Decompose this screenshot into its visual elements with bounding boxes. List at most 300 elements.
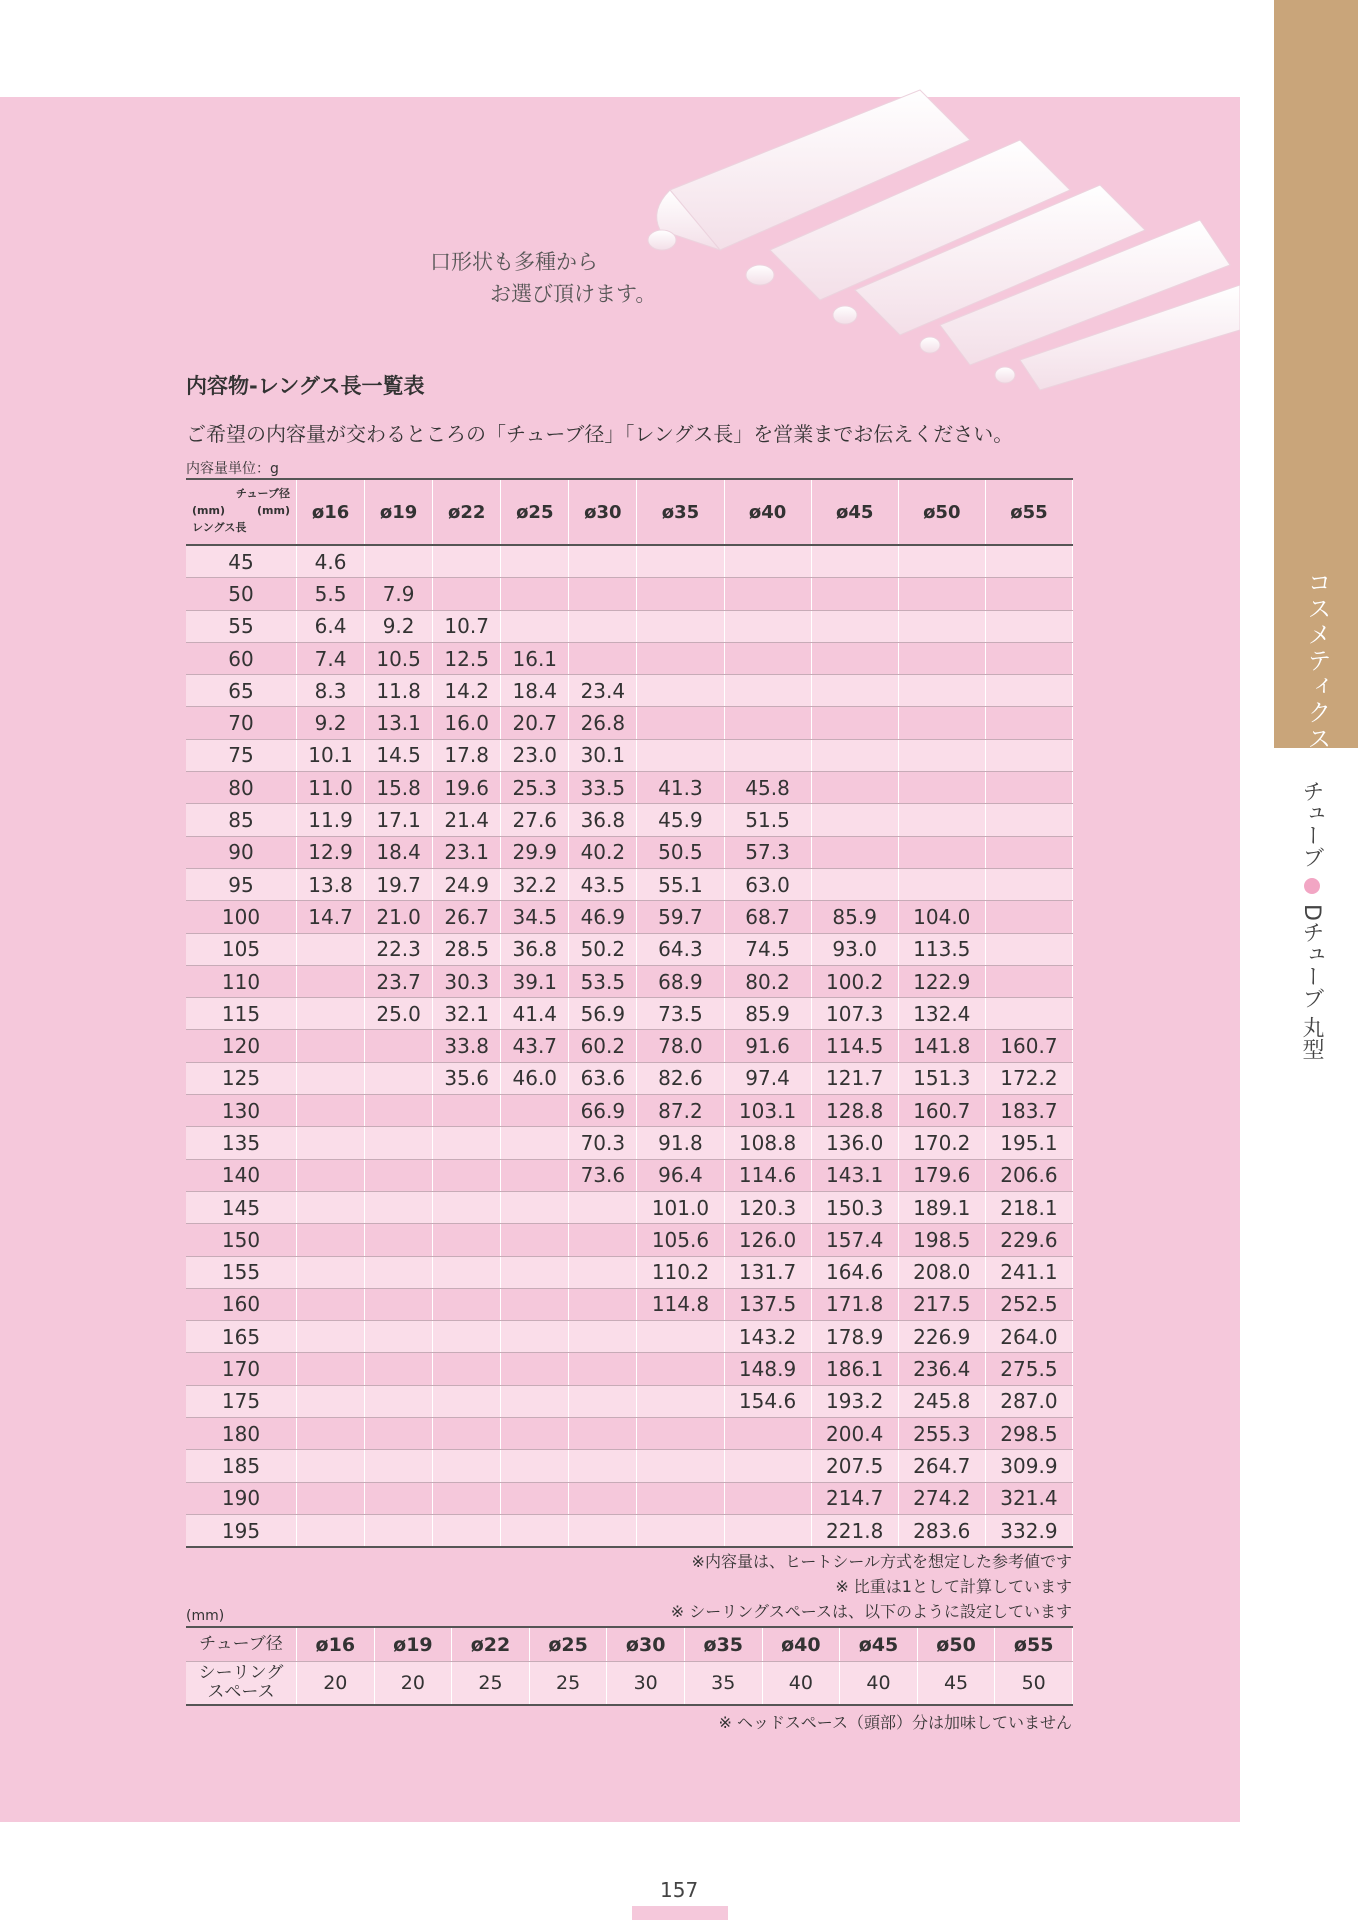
table-cell: 30.3 bbox=[433, 965, 501, 997]
table-cell: 148.9 bbox=[724, 1353, 811, 1385]
table-cell: 200.4 bbox=[811, 1418, 898, 1450]
table-cell: 41.3 bbox=[637, 772, 724, 804]
table-cell bbox=[433, 1127, 501, 1159]
table-row bbox=[186, 1127, 1073, 1159]
table-cell bbox=[365, 1482, 433, 1514]
table-cell bbox=[637, 1321, 724, 1353]
seal-value-cell: 45 bbox=[917, 1662, 995, 1706]
table-cell: 104.0 bbox=[898, 901, 985, 933]
table-cell bbox=[297, 1321, 365, 1353]
table-cell: 24.9 bbox=[433, 868, 501, 900]
seal-value-cell: 50 bbox=[995, 1662, 1073, 1706]
table-cell bbox=[365, 1288, 433, 1320]
seal-column-header: ø35 bbox=[684, 1627, 762, 1662]
table-cell: 12.9 bbox=[297, 836, 365, 868]
table-cell: 43.5 bbox=[569, 868, 637, 900]
table-cell bbox=[501, 1321, 569, 1353]
table-cell bbox=[501, 1224, 569, 1256]
table-row bbox=[186, 1191, 1073, 1223]
bullet-dot-icon bbox=[1304, 878, 1320, 894]
table-cell bbox=[501, 1191, 569, 1223]
table-cell: 10.5 bbox=[365, 642, 433, 674]
table-cell: 91.8 bbox=[637, 1127, 724, 1159]
table-cell: 13.1 bbox=[365, 707, 433, 739]
table-cell: 25.0 bbox=[365, 998, 433, 1030]
table-cell: 45.9 bbox=[637, 804, 724, 836]
table-cell: 50.2 bbox=[569, 933, 637, 965]
table-cell: 170.2 bbox=[898, 1127, 985, 1159]
corner-mm-left: (mm) bbox=[192, 504, 225, 517]
table-cell bbox=[297, 1062, 365, 1094]
table-row bbox=[186, 1030, 1073, 1062]
table-cell bbox=[985, 933, 1072, 965]
table-cell bbox=[985, 804, 1072, 836]
table-cell bbox=[365, 1450, 433, 1482]
table-cell bbox=[501, 1482, 569, 1514]
table-cell: 85.9 bbox=[811, 901, 898, 933]
table-cell: 73.6 bbox=[569, 1159, 637, 1191]
table-cell bbox=[433, 1482, 501, 1514]
table-cell: 26.7 bbox=[433, 901, 501, 933]
row-length-cell: 60 bbox=[186, 642, 297, 674]
table-cell bbox=[637, 1418, 724, 1450]
table-cell bbox=[297, 1095, 365, 1127]
table-cell bbox=[433, 1321, 501, 1353]
table-cell bbox=[985, 739, 1072, 771]
row-length-cell: 155 bbox=[186, 1256, 297, 1288]
table-cell: 178.9 bbox=[811, 1321, 898, 1353]
table-cell bbox=[811, 804, 898, 836]
table-cell: 189.1 bbox=[898, 1191, 985, 1223]
table-cell bbox=[637, 642, 724, 674]
table-row bbox=[186, 545, 1073, 578]
table-cell: 105.6 bbox=[637, 1224, 724, 1256]
table-cell: 97.4 bbox=[724, 1062, 811, 1094]
row-length-cell: 190 bbox=[186, 1482, 297, 1514]
row-length-cell: 170 bbox=[186, 1353, 297, 1385]
table-cell: 20.7 bbox=[501, 707, 569, 739]
table-row bbox=[186, 1514, 1073, 1547]
table-cell: 23.4 bbox=[569, 675, 637, 707]
section-heading: 内容物-レングス長一覧表 bbox=[186, 374, 425, 398]
table-cell: 35.6 bbox=[433, 1062, 501, 1094]
table-cell bbox=[637, 1450, 724, 1482]
content-length-table bbox=[186, 478, 1073, 1548]
table-cell bbox=[724, 545, 811, 578]
table-row bbox=[186, 1288, 1073, 1320]
table-cell: 15.8 bbox=[365, 772, 433, 804]
table-cell: 26.8 bbox=[569, 707, 637, 739]
note-3: ※ シーリングスペースは、以下のように設定しています bbox=[670, 1602, 1072, 1621]
table-cell bbox=[811, 739, 898, 771]
table-cell bbox=[501, 1095, 569, 1127]
sealing-space-table bbox=[186, 1626, 1073, 1706]
table-cell: 25.3 bbox=[501, 772, 569, 804]
table-cell bbox=[637, 1514, 724, 1547]
table-row bbox=[186, 707, 1073, 739]
seal-value-row bbox=[186, 1662, 1073, 1706]
seal-value-cell: 25 bbox=[452, 1662, 530, 1706]
column-header: ø35 bbox=[637, 479, 724, 545]
table-cell: 63.6 bbox=[569, 1062, 637, 1094]
table-cell: 23.1 bbox=[433, 836, 501, 868]
table-cell bbox=[297, 933, 365, 965]
product-caption bbox=[430, 246, 656, 310]
table-cell bbox=[501, 1514, 569, 1547]
table-cell bbox=[724, 642, 811, 674]
table-cell bbox=[985, 610, 1072, 642]
table-cell: 11.8 bbox=[365, 675, 433, 707]
table-cell: 82.6 bbox=[637, 1062, 724, 1094]
table-cell bbox=[898, 675, 985, 707]
table-cell: 126.0 bbox=[724, 1224, 811, 1256]
table-cell bbox=[297, 1353, 365, 1385]
seal-column-header: ø16 bbox=[297, 1627, 375, 1662]
table-cell bbox=[637, 610, 724, 642]
seal-value-cell: 20 bbox=[374, 1662, 452, 1706]
table-cell: 12.5 bbox=[433, 642, 501, 674]
table-cell: 4.6 bbox=[297, 545, 365, 578]
table-row bbox=[186, 901, 1073, 933]
table-cell: 114.5 bbox=[811, 1030, 898, 1062]
table-cell: 131.7 bbox=[724, 1256, 811, 1288]
table-row bbox=[186, 610, 1073, 642]
table-cell bbox=[501, 1159, 569, 1191]
table-cell bbox=[297, 1288, 365, 1320]
lead-text: ご希望の内容量が交わるところの「チューブ径」「レングス長」を営業までお伝えください。 bbox=[186, 422, 1014, 446]
table-cell: 114.8 bbox=[637, 1288, 724, 1320]
table-cell bbox=[501, 1127, 569, 1159]
note-2: ※ 比重は1として計算しています bbox=[835, 1577, 1072, 1596]
table-cell bbox=[637, 1353, 724, 1385]
table-cell bbox=[569, 578, 637, 610]
table-cell bbox=[501, 1256, 569, 1288]
table-cell: 30.1 bbox=[569, 739, 637, 771]
row-length-cell: 80 bbox=[186, 772, 297, 804]
table-cell: 151.3 bbox=[898, 1062, 985, 1094]
row-length-cell: 160 bbox=[186, 1288, 297, 1320]
table-cell bbox=[297, 1450, 365, 1482]
table-cell: 332.9 bbox=[985, 1514, 1072, 1547]
table-row bbox=[186, 1482, 1073, 1514]
table-row bbox=[186, 1224, 1073, 1256]
table-cell: 59.7 bbox=[637, 901, 724, 933]
table-cell bbox=[501, 1353, 569, 1385]
column-header: ø16 bbox=[297, 479, 365, 545]
table-cell bbox=[985, 901, 1072, 933]
table-cell: 160.7 bbox=[985, 1030, 1072, 1062]
table-cell bbox=[898, 739, 985, 771]
row-length-cell: 150 bbox=[186, 1224, 297, 1256]
table-cell bbox=[811, 545, 898, 578]
table-cell bbox=[433, 1288, 501, 1320]
table-cell: 45.8 bbox=[724, 772, 811, 804]
table-cell: 21.4 bbox=[433, 804, 501, 836]
table-cell: 57.3 bbox=[724, 836, 811, 868]
table-cell: 21.0 bbox=[365, 901, 433, 933]
table-cell: 46.0 bbox=[501, 1062, 569, 1094]
table-cell bbox=[297, 1030, 365, 1062]
table-cell bbox=[811, 578, 898, 610]
seal-header-row bbox=[186, 1627, 1073, 1662]
table-cell bbox=[985, 772, 1072, 804]
table-cell bbox=[569, 545, 637, 578]
table-cell: 32.2 bbox=[501, 868, 569, 900]
table-cell: 137.5 bbox=[724, 1288, 811, 1320]
table-row bbox=[186, 578, 1073, 610]
table-cell: 34.5 bbox=[501, 901, 569, 933]
table-cell: 141.8 bbox=[898, 1030, 985, 1062]
table-cell: 255.3 bbox=[898, 1418, 985, 1450]
table-cell bbox=[898, 804, 985, 836]
table-cell bbox=[985, 545, 1072, 578]
row-length-cell: 120 bbox=[186, 1030, 297, 1062]
table-cell bbox=[724, 578, 811, 610]
table-cell: 252.5 bbox=[985, 1288, 1072, 1320]
table-row bbox=[186, 772, 1073, 804]
table-cell bbox=[811, 610, 898, 642]
row-length-cell: 55 bbox=[186, 610, 297, 642]
table-cell bbox=[365, 1321, 433, 1353]
table-cell: 10.1 bbox=[297, 739, 365, 771]
table-cell bbox=[297, 1482, 365, 1514]
table-cell bbox=[898, 868, 985, 900]
side-category-label: コスメティクス bbox=[1303, 570, 1331, 752]
table-cell bbox=[433, 1159, 501, 1191]
table-cell bbox=[433, 1418, 501, 1450]
table-cell: 43.7 bbox=[501, 1030, 569, 1062]
table-cell: 6.4 bbox=[297, 610, 365, 642]
table-cell bbox=[898, 610, 985, 642]
table-row bbox=[186, 1062, 1073, 1094]
table-cell: 16.1 bbox=[501, 642, 569, 674]
table-cell bbox=[898, 707, 985, 739]
seal-column-header: ø30 bbox=[607, 1627, 685, 1662]
table-cell: 5.5 bbox=[297, 578, 365, 610]
table-cell: 80.2 bbox=[724, 965, 811, 997]
column-header: ø55 bbox=[985, 479, 1072, 545]
table-cell: 64.3 bbox=[637, 933, 724, 965]
table-cell: 11.0 bbox=[297, 772, 365, 804]
table-cell: 108.8 bbox=[724, 1127, 811, 1159]
row-length-cell: 100 bbox=[186, 901, 297, 933]
table-cell bbox=[985, 965, 1072, 997]
table-cell: 32.1 bbox=[433, 998, 501, 1030]
table-cell: 241.1 bbox=[985, 1256, 1072, 1288]
table-cell bbox=[297, 1191, 365, 1223]
table-cell: 132.4 bbox=[898, 998, 985, 1030]
table-cell bbox=[365, 1514, 433, 1547]
table-cell: 275.5 bbox=[985, 1353, 1072, 1385]
table-cell bbox=[637, 675, 724, 707]
seal-value-cell: 40 bbox=[762, 1662, 840, 1706]
table-cell bbox=[433, 1514, 501, 1547]
table-cell bbox=[365, 1062, 433, 1094]
table-cell bbox=[569, 1514, 637, 1547]
row-length-cell: 75 bbox=[186, 739, 297, 771]
table-cell bbox=[433, 578, 501, 610]
table-cell bbox=[501, 1418, 569, 1450]
table-cell: 56.9 bbox=[569, 998, 637, 1030]
table-cell: 18.4 bbox=[365, 836, 433, 868]
corner-diameter-label: チューブ径 bbox=[235, 487, 290, 500]
row-length-cell: 125 bbox=[186, 1062, 297, 1094]
table-cell: 245.8 bbox=[898, 1385, 985, 1417]
footnote: ※ ヘッドスペース（頭部）分は加味していません bbox=[718, 1713, 1072, 1732]
table-cell bbox=[365, 1095, 433, 1127]
table-cell: 171.8 bbox=[811, 1288, 898, 1320]
table-row bbox=[186, 965, 1073, 997]
table-cell: 14.5 bbox=[365, 739, 433, 771]
table-cell: 164.6 bbox=[811, 1256, 898, 1288]
table-cell bbox=[898, 772, 985, 804]
seal-value-cell: 35 bbox=[684, 1662, 762, 1706]
table-cell bbox=[637, 1385, 724, 1417]
table-cell bbox=[569, 1418, 637, 1450]
table-cell: 114.6 bbox=[724, 1159, 811, 1191]
table-cell: 40.2 bbox=[569, 836, 637, 868]
table-cell bbox=[365, 1191, 433, 1223]
table-header-row bbox=[186, 479, 1073, 545]
table-cell bbox=[985, 998, 1072, 1030]
table-cell: 193.2 bbox=[811, 1385, 898, 1417]
table-cell: 29.9 bbox=[501, 836, 569, 868]
table-cell bbox=[898, 545, 985, 578]
table-body bbox=[186, 545, 1073, 1547]
seal-value-cell: 40 bbox=[840, 1662, 918, 1706]
table-cell: 13.8 bbox=[297, 868, 365, 900]
column-header: ø19 bbox=[365, 479, 433, 545]
table-cell: 19.7 bbox=[365, 868, 433, 900]
table-cell: 110.2 bbox=[637, 1256, 724, 1288]
table-cell bbox=[297, 965, 365, 997]
table-cell bbox=[898, 642, 985, 674]
column-header: ø45 bbox=[811, 479, 898, 545]
seal-column-header: ø19 bbox=[374, 1627, 452, 1662]
table-cell: 68.9 bbox=[637, 965, 724, 997]
table-row bbox=[186, 1256, 1073, 1288]
table-cell bbox=[637, 545, 724, 578]
table-cell: 87.2 bbox=[637, 1095, 724, 1127]
table-cell: 9.2 bbox=[297, 707, 365, 739]
table-cell bbox=[501, 578, 569, 610]
table-cell bbox=[501, 1288, 569, 1320]
table-cell: 19.6 bbox=[433, 772, 501, 804]
table-cell bbox=[569, 1224, 637, 1256]
seal-row-label bbox=[186, 1662, 297, 1706]
table-cell bbox=[365, 545, 433, 578]
table-cell: 39.1 bbox=[501, 965, 569, 997]
row-length-cell: 50 bbox=[186, 578, 297, 610]
table-cell bbox=[297, 1514, 365, 1547]
table-cell bbox=[724, 1482, 811, 1514]
unit-label: 内容量単位：g bbox=[186, 461, 279, 477]
table-cell bbox=[569, 610, 637, 642]
table-cell bbox=[985, 868, 1072, 900]
seal-column-header: ø50 bbox=[917, 1627, 995, 1662]
table-cell: 23.7 bbox=[365, 965, 433, 997]
table-cell bbox=[433, 1256, 501, 1288]
table-cell bbox=[433, 1191, 501, 1223]
table-row bbox=[186, 998, 1073, 1030]
table-cell bbox=[365, 1159, 433, 1191]
table-row bbox=[186, 1353, 1073, 1385]
table-cell bbox=[637, 1482, 724, 1514]
table-cell: 298.5 bbox=[985, 1418, 1072, 1450]
table-cell: 85.9 bbox=[724, 998, 811, 1030]
row-length-cell: 195 bbox=[186, 1514, 297, 1547]
seal-column-header: ø40 bbox=[762, 1627, 840, 1662]
table-cell bbox=[501, 610, 569, 642]
table-cell: 93.0 bbox=[811, 933, 898, 965]
table-cell bbox=[433, 545, 501, 578]
page-number: 157 bbox=[660, 1878, 699, 1902]
table-cell: 229.6 bbox=[985, 1224, 1072, 1256]
table-cell bbox=[724, 707, 811, 739]
table-cell: 36.8 bbox=[501, 933, 569, 965]
table-cell bbox=[724, 675, 811, 707]
table-cell: 63.0 bbox=[724, 868, 811, 900]
table-cell: 128.8 bbox=[811, 1095, 898, 1127]
table-cell: 41.4 bbox=[501, 998, 569, 1030]
table-cell bbox=[433, 1385, 501, 1417]
table-cell: 226.9 bbox=[898, 1321, 985, 1353]
table-cell: 66.9 bbox=[569, 1095, 637, 1127]
table-cell: 46.9 bbox=[569, 901, 637, 933]
row-length-cell: 110 bbox=[186, 965, 297, 997]
table-cell: 157.4 bbox=[811, 1224, 898, 1256]
row-length-cell: 130 bbox=[186, 1095, 297, 1127]
seal-column-header: ø22 bbox=[452, 1627, 530, 1662]
row-length-cell: 90 bbox=[186, 836, 297, 868]
seal-unit-label: (mm) bbox=[186, 1608, 225, 1624]
table-cell: 287.0 bbox=[985, 1385, 1072, 1417]
table-cell bbox=[365, 1127, 433, 1159]
table-row bbox=[186, 739, 1073, 771]
table-cell bbox=[297, 1256, 365, 1288]
table-cell bbox=[297, 1127, 365, 1159]
table-cell: 51.5 bbox=[724, 804, 811, 836]
tube-product-image bbox=[640, 70, 1240, 400]
table-cell: 23.0 bbox=[501, 739, 569, 771]
table-cell bbox=[365, 1256, 433, 1288]
table-cell: 14.7 bbox=[297, 901, 365, 933]
table-cell: 150.3 bbox=[811, 1191, 898, 1223]
table-row bbox=[186, 1385, 1073, 1417]
row-length-cell: 105 bbox=[186, 933, 297, 965]
column-header: ø22 bbox=[433, 479, 501, 545]
side-nav-dtube: Dチューブ 丸型 bbox=[1299, 904, 1324, 1060]
table-cell: 53.5 bbox=[569, 965, 637, 997]
table-cell bbox=[724, 610, 811, 642]
column-header: ø30 bbox=[569, 479, 637, 545]
table-cell bbox=[569, 1256, 637, 1288]
table-cell: 154.6 bbox=[724, 1385, 811, 1417]
table-cell bbox=[985, 836, 1072, 868]
page-number-bar bbox=[632, 1906, 728, 1920]
table-row bbox=[186, 933, 1073, 965]
column-header: ø50 bbox=[898, 479, 985, 545]
row-length-cell: 95 bbox=[186, 868, 297, 900]
table-cell bbox=[297, 1224, 365, 1256]
table-cell bbox=[501, 545, 569, 578]
row-length-cell: 85 bbox=[186, 804, 297, 836]
seal-value-cell: 30 bbox=[607, 1662, 685, 1706]
table-cell bbox=[637, 707, 724, 739]
table-cell: 60.2 bbox=[569, 1030, 637, 1062]
table-row bbox=[186, 675, 1073, 707]
seal-column-header: ø55 bbox=[995, 1627, 1073, 1662]
